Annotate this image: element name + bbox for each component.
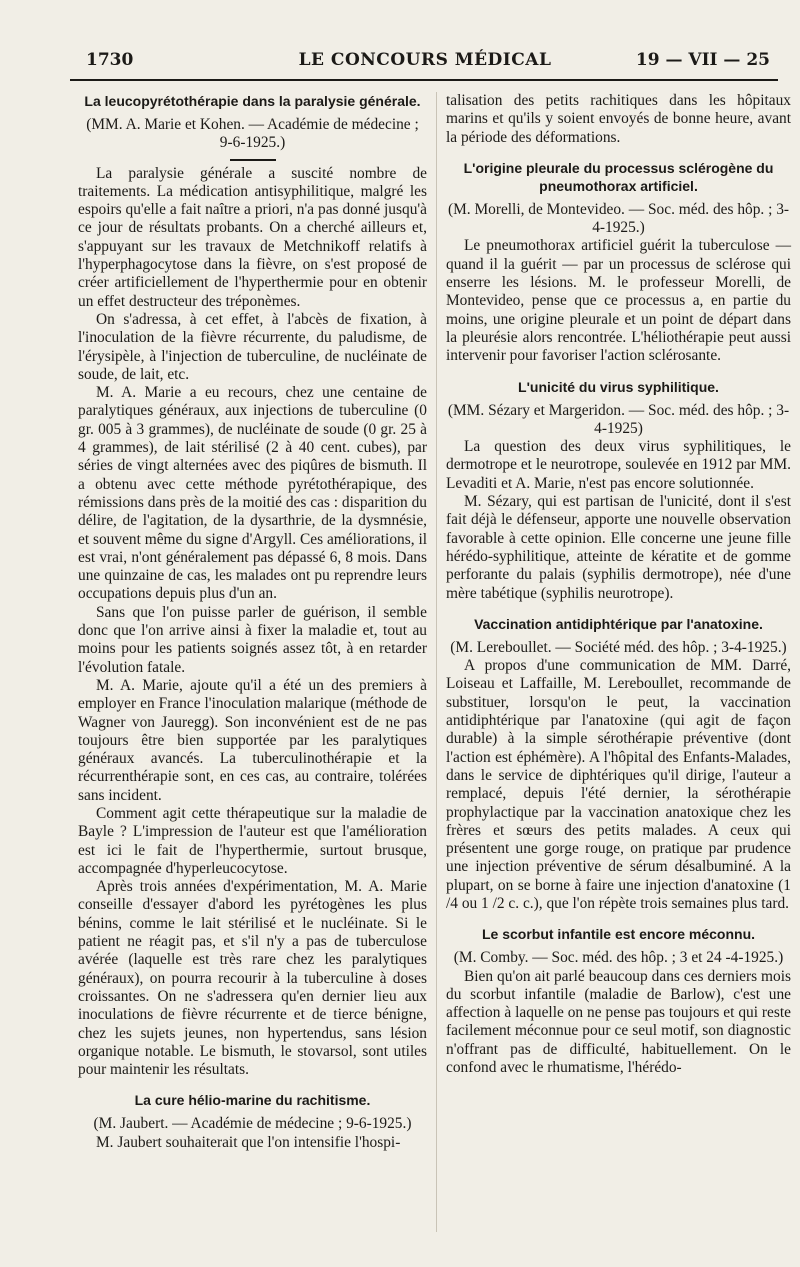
- left-column: [78, 92, 427, 1152]
- journal-title: LE CONCOURS MÉDICAL: [298, 50, 552, 70]
- separator-rule: [230, 159, 276, 161]
- paragraph: On s'adressa, à cet effet, à l'abcès de fixation, à l'inoculation de la fièvre récurrente, du paludisme, de l'érysipèle, à l'injection de tuberculine, de nucléinate de soude, de lait, etc.: [78, 310, 427, 383]
- column-divider: [436, 92, 437, 1232]
- issue-date: 19 — VII — 25: [635, 50, 770, 70]
- header-rule: [70, 79, 778, 81]
- page-header: [76, 46, 774, 74]
- paragraph: Après trois années d'expérimentation, M. A. Marie conseille d'essayer d'abord les pyrétogènes les plus bénins, comme le lait stérilisé et le nucléinate. Si le patient ne réagit pas, et s'il n'y a pas de tuberculose avérée (laquelle est très rare chez les paralytiques généraux), on pourra recourir à la tuberculine à doses croissantes. On ne s'adressera qu'en dernier lieu aux inoculations de fièvre récurrente et de tierce bénigne, chez les sujets jeunes, non hypertendus, sans lésion organique notable. Le bismuth, le stovarsol, sont utiles pour maintenir les résultats.: [78, 878, 427, 1079]
- page-number: 1730: [86, 50, 134, 70]
- article-title: Vaccination antidiphtérique par l'anatoxine.: [474, 615, 763, 632]
- article-title: La leucopyrétothérapie dans la paralysie générale.: [84, 93, 421, 109]
- paragraph: Sans que l'on puisse parler de guérison, il semble donc que l'on arrive ainsi à fixer la maladie et, tout au moins pour les patients soignés assez tôt, à en retarder l'évolution fatale.: [78, 603, 427, 676]
- right-column: [446, 92, 791, 1077]
- paragraph: M. Jaubert souhaiterait que l'on intensifie l'hospi-: [96, 1133, 401, 1151]
- article-reference: (M. Lereboullet. — Société méd. des hôp. ; 3-4-1925.): [450, 638, 787, 656]
- paragraph: M. Sézary, qui est partisan de l'unicité, dont il s'est fait déjà le défenseur, apporte une nouvelle observation favorable à cette opinion. Elle concerne une jeune fille hérédo-syphilitique, atteinte de kératite et de gomme perforante du palais (syphilis dermotrope), née d'une mère tabétique (syphilis neurotrope).: [446, 493, 791, 602]
- article-reference: (M. Comby. — Soc. méd. des hôp. ; 3 et 24 -4-1925.): [453, 949, 784, 967]
- paragraph: Comment agit cette thérapeutique sur la maladie de Bayle ? L'impression de l'auteur est que l'amélioration est ici le fait de l'hyperthermie, surtout brusque, accompagnée d'hyperleucocytose.: [78, 804, 427, 877]
- article-title: Le scorbut infantile est encore méconnu.: [481, 926, 756, 943]
- article-title: L'origine pleurale du processus sclérogène du pneumothorax artificiel.: [463, 159, 774, 194]
- paragraph: M. A. Marie a eu recours, chez une centaine de paralytiques généraux, aux injections de tuberculine (0 gr. 005 à 3 grammes), de nucléinate de soude (0 gr. 25 à 4 grammes), de lait stérilisé (2 à 40 cent. cubes), par séries de vingt alternées avec des piqûres de bismuth. Il a obtenu avec cette méthode pyrétothérapique, des rémissions dans près de la moitié des cas : disparition du délire, de l'agitation, de la dysarthrie, de la dysmnésie, et souvent même du signe d'Argyll. Ces améliorations, il est vrai, n'ont généralement pas dépassé 6, 8 mois. Dans une quinzaine de cas, les malades ont pu reprendre leurs occupations depuis plus d'un an.: [78, 384, 427, 603]
- paragraph: Bien qu'on ait parlé beaucoup dans ces derniers mois du scorbut infantile (maladie de Barlow), c'est une affection à laquelle on ne pense pas toujours et qui reste facilement méconnue pour ce seul motif, son diagnostic n'offrant pas de difficulté, habituellement. On le confond avec le rhumatisme, l'hérédo-: [446, 967, 791, 1077]
- paragraph: La paralysie générale a suscité nombre de traitements. La médication antisyphilitique, malgré les espoirs qu'elle a fait naître a priori, n'a pas donné jusqu'à ce jour de résultats probants. On a cherché ailleurs et, s'appuyant sur les travaux de Metchnikoff relatifs à l'hyperphagocytose dans la fièvre, on s'est proposé de créer artificiellement de l'hyperthermie pour en obtenir un effet destructeur des tréponèmes.: [78, 164, 427, 310]
- paragraph: M. A. Marie, ajoute qu'il a été un des premiers à employer en France l'inoculation malarique (méthode de Wagner von Jauregg). Son inconvénient est de ne pas toujours être bien supportée par les paralytiques généraux avancés. La tuberculinothérapie et la récurrenthérapie sont, en ces cas, au contraire, tolérées sans incident.: [78, 676, 427, 804]
- paragraph: La question des deux virus syphilitiques, le dermotrope et le neurotrope, soulevée en 1912 par MM. Levaditi et A. Marie, n'est pas encore solutionnée.: [446, 438, 791, 492]
- article-title: L'unicité du virus syphilitique.: [518, 378, 719, 395]
- paragraph: A propos d'une communication de MM. Darré, Loiseau et Laffaille, M. Lereboullet, recommande de substituer, lorsqu'on le peut, la vaccination antidiphtérique par l'anatoxine (qui agit de façon durable) à la simple sérothérapie préventive (dont l'action est éphémère). A l'hôpital des Enfants-Malades, dans le service de diphtériques qu'il dirige, l'auteur a remplacé, depuis l'été dernier, la sérothérapie prophylactique par la vaccination anatoxique chez les frères et sœurs des petits malades. A ceux qui présentent une gorge rouge, on pratique par prudence une injection préventive de sérum désalbuminé. A la plupart, on se borne à faire une injection d'anatoxine (1 /4 ou 1 /2 c. c.), que l'on répète trois semaines plus tard.: [446, 657, 791, 912]
- article-reference: (M. Morelli, de Montevideo. — Soc. méd. des hôp. ; 3-4-1925.): [447, 200, 790, 237]
- paragraph: talisation des petits rachitiques dans les hôpitaux marins et qu'ils y soient envoyés de bonne heure, avant la période des déformations.: [446, 92, 791, 146]
- article-reference: (M. Jaubert. — Académie de médecine ; 9-6-1925.): [93, 1115, 412, 1133]
- article-reference: (MM. Sézary et Margeridon. — Soc. méd. des hôp. ; 3-4-1925): [447, 401, 790, 437]
- article-reference: (MM. A. Marie et Kohen. — Académie de médecine ; 9-6-1925.): [86, 116, 419, 152]
- article-title: La cure hélio-marine du rachitisme.: [134, 1092, 371, 1109]
- paragraph: Le pneumothorax artificiel guérit la tuberculose — quand il la guérit — par un processus de sclérose qui enserre les lésions. M. le professeur Morelli, de Montevideo, pense que ce processus a, en partie du moins, une origine pleurale et un point de départ dans la pleurésie alors rencontrée. L'héliothérapie peut aussi intervenir pour favoriser l'action sclérosante.: [446, 237, 791, 365]
